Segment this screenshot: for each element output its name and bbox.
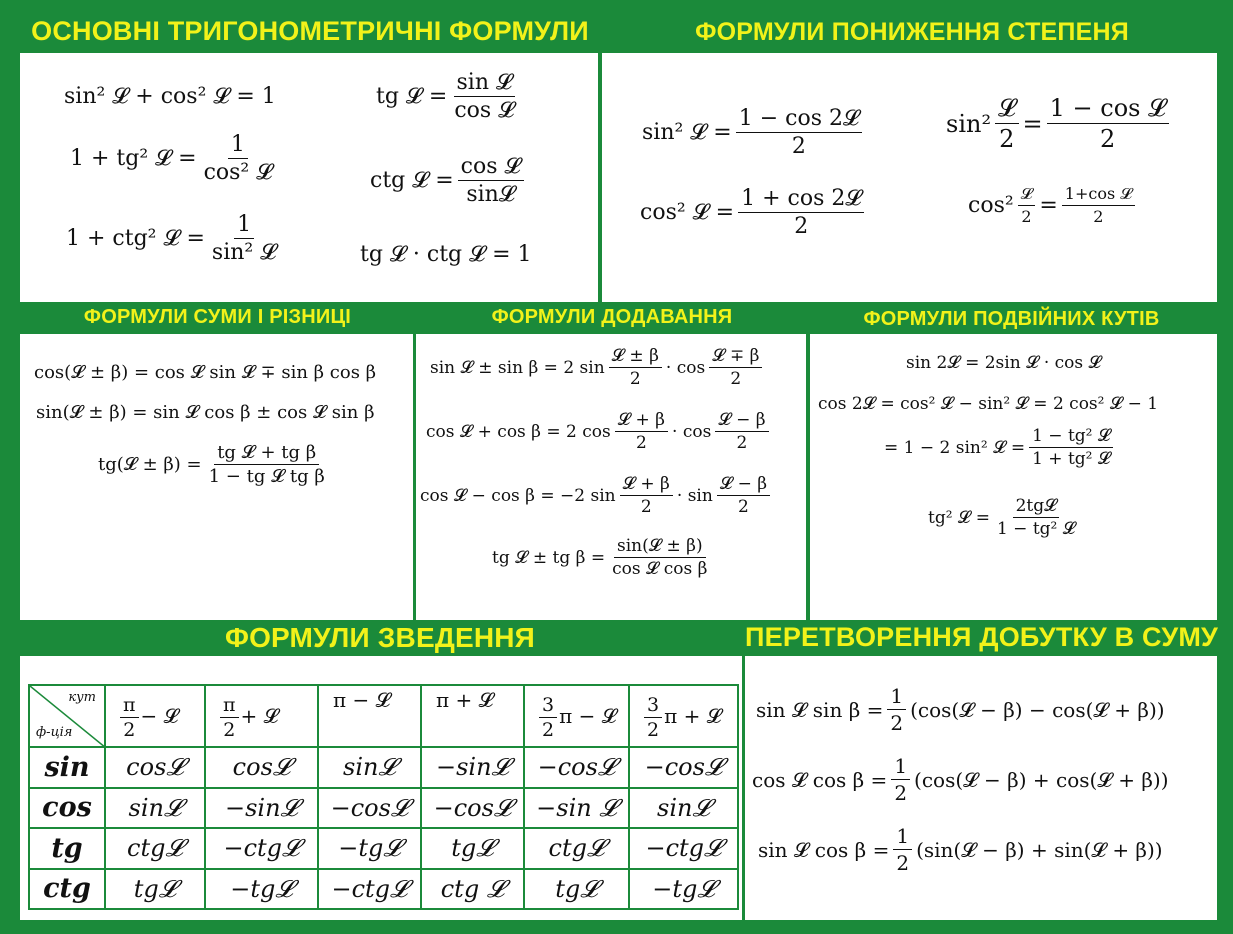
formula-num: 𝓛 ∓ β (709, 346, 762, 368)
reduction-table (28, 684, 739, 910)
table-row (29, 828, 738, 869)
formula-mid: · cos (672, 421, 712, 442)
formula-den: 2 (730, 369, 742, 389)
formula-rhs: (cos(𝓛 − β) + cos(𝓛 + β)) (914, 767, 1169, 792)
formula-sin-squared-reduction (642, 106, 866, 159)
formula-lhs: sin² (946, 109, 992, 138)
formula-tg-sum (98, 442, 332, 487)
formula-den: 2 (794, 214, 809, 239)
formula-den: 2 (896, 851, 910, 875)
col-frac-den: 2 (223, 718, 236, 741)
col-frac-num: π (220, 694, 239, 718)
formula-arg-den: 2 (1021, 207, 1032, 226)
formula-lhs: sin 𝓛 sin β = (756, 697, 884, 722)
col-rest: − 𝓛 (140, 703, 179, 728)
formula-lhs: cos 𝓛 − cos β = −2 sin (420, 485, 616, 506)
formula-num: 𝓛 − β (717, 474, 770, 496)
formula-sin-cos (758, 824, 1163, 875)
corner-function-label: ф-ція (36, 725, 73, 740)
formula-rhs: (cos(𝓛 − β) − cos(𝓛 + β)) (910, 697, 1165, 722)
formula-num: 𝓛 + β (620, 474, 673, 496)
formula-lhs: tg 𝓛 ± tg β = (492, 547, 606, 568)
col-rest: π + 𝓛 (436, 688, 494, 712)
table-cell: tg𝓛 (524, 869, 629, 910)
formula-num: cos 𝓛 (458, 154, 524, 181)
table-row (29, 788, 738, 829)
formula-arg-den: 2 (999, 125, 1015, 153)
table-cell: −tg𝓛 (318, 828, 421, 869)
formula-num: 1 − cos 2𝓛 (736, 106, 862, 133)
formula-den: cos² 𝓛 (203, 160, 273, 185)
column-header (629, 685, 738, 747)
table-cell: −ctg𝓛 (629, 828, 738, 869)
formula-lhs: cos 𝓛 cos β = (752, 767, 888, 792)
formula-mid: · sin (676, 485, 713, 506)
formula-arg-num: 𝓛 (995, 94, 1018, 124)
table-cell: tg𝓛 (105, 869, 205, 910)
formula-num: 1 − tg² 𝓛 (1029, 426, 1113, 448)
formula-cos-sum: cos(𝓛 ± β) = cos 𝓛 sin 𝓛 ∓ sin β cos β (34, 362, 377, 383)
formula-num: sin(𝓛 ± β) (614, 536, 706, 558)
formula-sin-half-squared (946, 94, 1173, 153)
formula-num: 2tg𝓛 (1013, 496, 1060, 518)
table-cell: sin𝓛 (318, 747, 421, 788)
col-frac-den: 2 (123, 718, 136, 741)
formula-cos-half-squared (968, 184, 1139, 226)
formula-den: 2 (1093, 207, 1104, 226)
table-cell: −ctg𝓛 (205, 828, 318, 869)
table-cell: −cos𝓛 (629, 747, 738, 788)
header-basic: ОСНОВНІ ТРИГОНОМЕТРИЧНІ ФОРМУЛИ (31, 16, 589, 46)
panel-double (810, 334, 1217, 620)
formula-ctg-squared (66, 212, 283, 265)
formula-num: 1+cos 𝓛 (1062, 184, 1135, 206)
formula-cos-squared-reduction (640, 186, 868, 239)
formula-num: 1 (234, 212, 254, 239)
function-name-cell: cos (29, 788, 105, 829)
formula-lhs: cos² 𝓛 = (640, 200, 735, 225)
formula-num: 𝓛 ± β (609, 346, 662, 368)
formula-den: 1 − tg 𝓛 tg β (208, 466, 325, 487)
formula-den: 2 (890, 711, 904, 735)
function-name-cell: tg (29, 828, 105, 869)
table-cell: sin𝓛 (629, 788, 738, 829)
formula-num: 1 (893, 824, 912, 850)
formula-lhs: cos² (968, 192, 1014, 218)
formula-tg-ctg-product: tg 𝓛 · ctg 𝓛 = 1 (360, 242, 532, 267)
formula-lhs: ctg 𝓛 = (370, 168, 454, 193)
formula-sin-double: sin 2𝓛 = 2sin 𝓛 · cos 𝓛 (906, 353, 1101, 373)
header-reduction-power: ФОРМУЛИ ПОНИЖЕННЯ СТЕПЕНЯ (695, 18, 1129, 46)
formula-den: 1 + tg² 𝓛 (1032, 449, 1111, 469)
table-cell: tg𝓛 (421, 828, 524, 869)
column-header (421, 685, 524, 747)
table-row (29, 747, 738, 788)
formula-rhs: (sin(𝓛 − β) + sin(𝓛 + β)) (916, 837, 1163, 862)
column-header (318, 685, 421, 747)
table-cell: −sin 𝓛 (524, 788, 629, 829)
formula-lhs: cos 𝓛 + cos β = 2 cos (426, 421, 611, 442)
table-cell: −cos𝓛 (318, 788, 421, 829)
formula-tg-squared (70, 132, 279, 185)
table-cell: −cos𝓛 (421, 788, 524, 829)
formula-lhs: 1 + tg² 𝓛 = (70, 146, 197, 171)
formula-den: cos 𝓛 (454, 98, 515, 123)
formula-ctg-def (370, 154, 528, 207)
formula-cos-double: cos 2𝓛 = cos² 𝓛 − sin² 𝓛 = 2 cos² 𝓛 − 1 (818, 394, 1159, 414)
table-cell: −sin𝓛 (421, 747, 524, 788)
panel-reduction-power (602, 53, 1217, 302)
col-rest: π − 𝓛 (333, 688, 391, 712)
formula-mid: · cos (665, 357, 706, 378)
formula-arg-num: 𝓛 (1018, 184, 1036, 206)
col-frac-num: 3 (644, 694, 662, 718)
table-cell: sin𝓛 (105, 788, 205, 829)
formula-num: 𝓛 − β (715, 410, 768, 432)
formula-num: 1 (887, 684, 906, 710)
formula-pythagorean: sin² 𝓛 + cos² 𝓛 = 1 (64, 84, 276, 109)
formula-tg-double (928, 496, 1082, 539)
col-rest: π − 𝓛 (559, 703, 617, 728)
formula-lhs: = 1 − 2 sin² 𝓛 = (884, 437, 1026, 458)
formula-den: 2 (738, 497, 749, 517)
formula-den: 2 (640, 497, 652, 517)
formula-num: 1 − cos 𝓛 (1047, 94, 1169, 124)
equals-sign: = (1039, 192, 1058, 218)
col-rest: + 𝓛 (240, 703, 279, 728)
formula-den: sin² 𝓛 (211, 240, 277, 265)
formula-den: 1 − tg² 𝓛 (996, 519, 1076, 539)
table-cell: ctg𝓛 (105, 828, 205, 869)
header-product-sum: ПЕРЕТВОРЕННЯ ДОБУТКУ В СУМУ (745, 622, 1219, 652)
header-double: ФОРМУЛИ ПОДВІЙНИХ КУТІВ (863, 308, 1160, 330)
column-header (105, 685, 205, 747)
formula-den: sin𝓛 (466, 182, 515, 207)
formula-lhs: 1 + ctg² 𝓛 = (66, 226, 205, 251)
table-cell: ctg 𝓛 (421, 869, 524, 910)
col-frac-den: 2 (542, 718, 555, 741)
table-corner-cell (29, 685, 105, 747)
formula-den: 2 (736, 433, 748, 453)
header-reduction: ФОРМУЛИ ЗВЕДЕННЯ (224, 622, 536, 653)
col-frac-den: 2 (647, 718, 660, 741)
col-frac-num: 3 (539, 694, 557, 718)
corner-angle-label: кут (68, 690, 96, 705)
formula-lhs: sin 𝓛 cos β = (758, 837, 890, 862)
formula-den: 2 (1099, 125, 1116, 153)
formula-num: 1 (228, 132, 248, 159)
formula-num: 𝓛 + β (615, 410, 668, 432)
formula-lhs: tg 𝓛 = (376, 84, 448, 109)
table-cell: −sin𝓛 (205, 788, 318, 829)
column-header (524, 685, 629, 747)
formula-num: sin 𝓛 (454, 70, 515, 97)
formula-cos-minus-cos (420, 474, 774, 517)
formula-den: 2 (635, 433, 647, 453)
table-cell: −tg𝓛 (205, 869, 318, 910)
formula-lhs: tg(𝓛 ± β) = (98, 454, 202, 475)
formula-den: 2 (629, 369, 641, 389)
formula-lhs: sin 𝓛 ± sin β = 2 sin (430, 357, 605, 378)
formula-cos-cos (752, 754, 1169, 805)
formula-num: tg 𝓛 + tg β (214, 442, 319, 465)
formula-den: cos 𝓛 cos β (612, 559, 708, 579)
formula-cos-double-tg (884, 426, 1117, 469)
function-name-cell: sin (29, 747, 105, 788)
equals-sign: = (1022, 109, 1043, 138)
column-header (205, 685, 318, 747)
formula-cos-plus-cos (426, 410, 773, 453)
formula-den: 2 (894, 781, 908, 805)
formula-den: 2 (791, 134, 806, 159)
formula-sin-sin (756, 684, 1165, 735)
header-sum-diff: ФОРМУЛИ СУМИ І РІЗНИЦІ (83, 306, 352, 328)
table-cell: ctg𝓛 (524, 828, 629, 869)
formula-sin-sum: sin(𝓛 ± β) = sin 𝓛 cos β ± cos 𝓛 sin β (36, 402, 375, 423)
table-cell: cos𝓛 (205, 747, 318, 788)
formula-num: 1 (891, 754, 910, 780)
col-rest: π + 𝓛 (664, 703, 722, 728)
formula-num: 1 + cos 2𝓛 (738, 186, 864, 213)
table-cell: −ctg𝓛 (318, 869, 421, 910)
table-cell: −cos𝓛 (524, 747, 629, 788)
formula-tg-def (376, 70, 521, 123)
table-cell: −tg𝓛 (629, 869, 738, 910)
table-row (29, 869, 738, 910)
table-cell: cos𝓛 (105, 747, 205, 788)
formula-sin-plus-sin (430, 346, 766, 389)
col-frac-num: π (120, 694, 139, 718)
function-name-cell: ctg (29, 869, 105, 910)
formula-tg-plus-tg (492, 536, 714, 579)
formula-lhs: tg² 𝓛 = (928, 507, 990, 528)
header-addition: ФОРМУЛИ ДОДАВАННЯ (491, 306, 733, 328)
formula-lhs: sin² 𝓛 = (642, 120, 732, 145)
